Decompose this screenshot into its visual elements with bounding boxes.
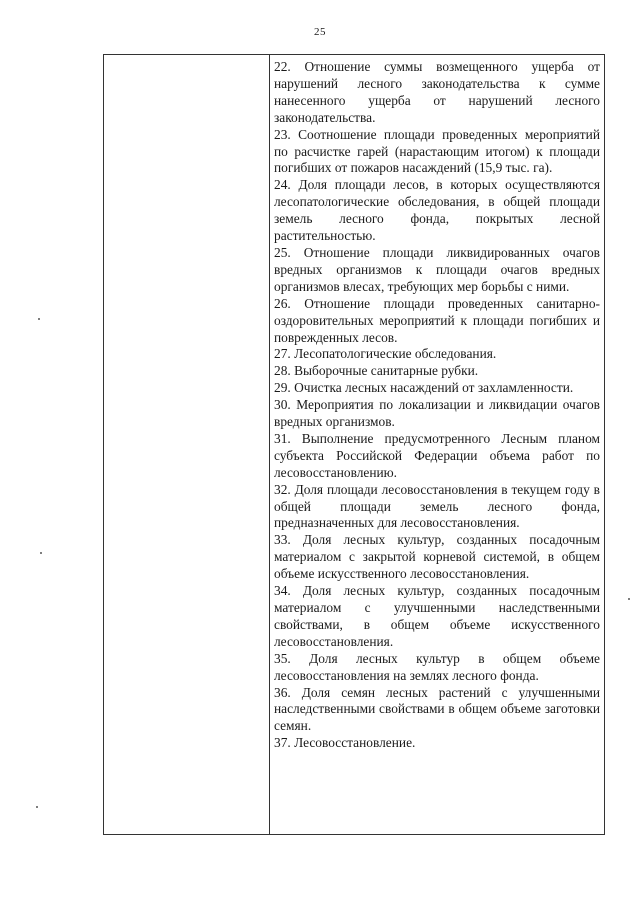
scan-speck — [36, 806, 38, 808]
table-left-cell — [104, 55, 270, 834]
list-item-25: 25. Отношение площади ликвидированных очагов вредных организмов к площади очагов вредных организмов влесах, требующих мер борьбы с ними. — [274, 244, 600, 294]
list-item-30: 30. Мероприятия по локализации и ликвидации очагов вредных организмов. — [274, 397, 600, 430]
list-item-29: 29. Очистка лесных насаждений от захламленности. — [274, 380, 574, 396]
list-item-35: 35. Доля лесных культур в общем объеме лесовосстановления на землях лесного фонда. — [274, 650, 600, 683]
scan-speck — [38, 318, 40, 320]
list-item-22: 22. Отношение суммы возмещенного ущерба от нарушений лесного законодательства к сумме нанесенного ущерба от нарушений лесного законодательства. — [274, 59, 600, 125]
list-item-33: 33. Доля лесных культур, созданных посадочным материалом с закрытой корневой системой, в общем объеме искусственного лесовосстановления. — [274, 532, 600, 582]
list-item-27: 27. Лесопатологические обследования. — [274, 346, 497, 362]
list-item-36: 36. Доля семян лесных растений с улучшенными наследственными свойствами в общем объеме заготовки семян. — [274, 684, 600, 734]
list-item-26: 26. Отношение площади проведенных санитарно-оздоровительных мероприятий к площади погибших и поврежденных лесов. — [274, 295, 600, 345]
page-number: 25 — [314, 26, 326, 38]
list-item-28: 28. Выборочные санитарные рубки. — [274, 363, 479, 379]
list-item-34: 34. Доля лесных культур, созданных посадочным материалом с улучшенными наследственными свойствами, в общем объеме искусственного лесовосстановления. — [274, 583, 600, 649]
table-right-cell — [270, 55, 604, 834]
list-item-32: 32. Доля площади лесовосстановления в текущем году в общей площади земель лесного фонда, предназначенных для лесовосстановления. — [274, 481, 600, 531]
document-table — [103, 54, 605, 835]
list-item-37: 37. Лесовосстановление. — [274, 735, 416, 751]
scan-speck — [628, 598, 630, 600]
list-item-31: 31. Выполнение предусмотренного Лесным планом субъекта Российской Федерации объема работ по лесовосстановлению. — [274, 430, 600, 480]
list-item-23: 23. Соотношение площади проведенных мероприятий по расчистке гарей (нарастающим итогом) к площади погибших от пожаров насаждений (15,9 тыс. га). — [274, 126, 600, 176]
scan-speck — [40, 552, 42, 554]
list-item-24: 24. Доля площади лесов, в которых осуществляются лесопатологические обследования, в общей площади земель лесного фонда, покрытых лесной растительностью. — [274, 177, 600, 244]
